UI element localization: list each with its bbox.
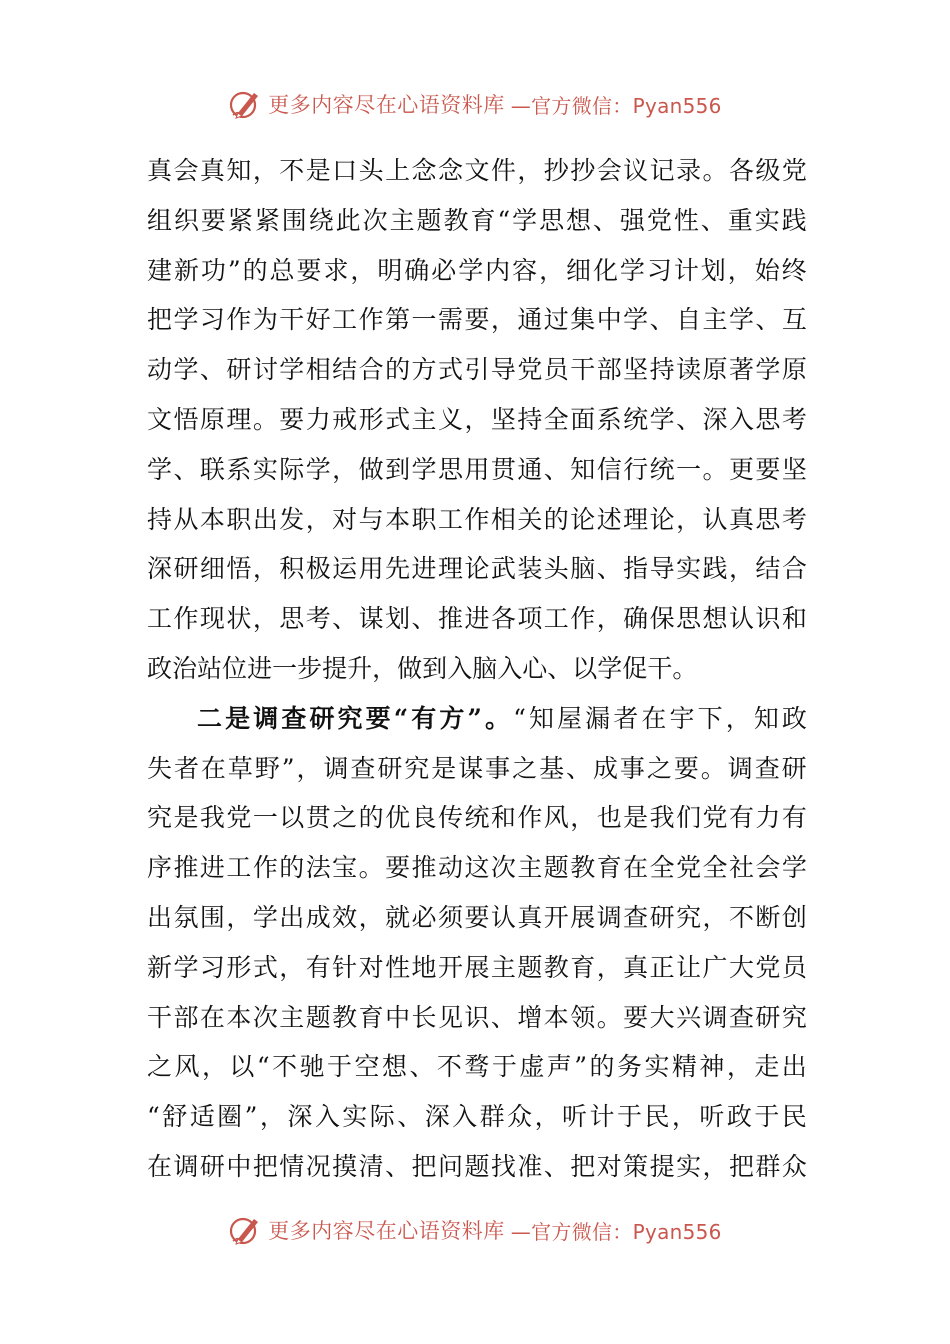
text-line: 究 是 我 党 一 以 贯 之 的 优 良 传 统 和 作 风 ， 也 是 我 们 党 有 力 有 — [147, 803, 807, 833]
text-line: 文 悟 原 理 。 要 力 戒 形 式 主 义 ， 坚 持 全 面 系 统 学 、 深 入 思 考 — [147, 404, 807, 434]
header-watermark — [0, 84, 950, 124]
text-line: 政 治 站 位 进 一 步 提 升 ， 做 到 入 脑 入 心 、 以 学 促 干 。 — [147, 653, 698, 683]
paragraph — [147, 146, 807, 694]
text-line: “ 舒 适 圈 ” ， 深 入 实 际 、 深 入 群 众 ， 听 计 于 民 ， 听 政 于 民 — [147, 1102, 807, 1132]
document-body — [147, 146, 807, 1192]
text-line: 学 、 联 系 实 际 学 ， 做 到 学 思 用 贯 通 、 知 信 行 统 一 。 更 要 坚 — [147, 454, 807, 484]
footer-contact-text: —官方微信：Pyan556 — [510, 1219, 722, 1244]
text-line: 持 从 本 职 出 发 ， 对 与 本 职 工 作 相 关 的 论 述 理 论 ， 认 真 思 考 — [147, 504, 807, 534]
text-line: 组 织 要 紧 紧 围 绕 此 次 主 题 教 育 “ 学 思 想 、 强 党 性 、 重 实 践 — [147, 205, 807, 235]
text-line: 序 推 进 工 作 的 法 宝 。 要 推 动 这 次 主 题 教 育 在 全 党 全 社 会 学 — [147, 853, 807, 883]
header-contact-text: —官方微信：Pyan556 — [510, 93, 722, 118]
footer-watermark — [0, 1210, 950, 1250]
text-line: 深 研 细 悟 ， 积 极 运 用 先 进 理 论 武 装 头 脑 、 指 导 实 践 ， 结 合 — [147, 554, 807, 584]
pen-in-circle-icon — [228, 1213, 262, 1247]
footer-brand-text: 更多内容尽在心语资料库 — [268, 1219, 505, 1243]
paragraph — [147, 694, 807, 1192]
text-line: 工 作 现 状 ， 思 考 、 谋 划 、 推 进 各 项 工 作 ， 确 保 思 想 认 识 和 — [147, 604, 807, 634]
header-brand-text: 更多内容尽在心语资料库 — [268, 93, 505, 117]
text-line: 动 学 、 研 讨 学 相 结 合 的 方 式 引 导 党 员 干 部 坚 持 读 原 著 学 原 — [147, 355, 807, 385]
text-line: 新 学 习 形 式 ， 有 针 对 性 地 开 展 主 题 教 育 ， 真 正 让 广 大 党 员 — [147, 952, 807, 982]
text-line: 干 部 在 本 次 主 题 教 育 中 长 见 识 、 增 本 领 。 要 大 兴 调 查 研 究 — [147, 1002, 807, 1032]
text-line: 把 学 习 作 为 干 好 工 作 第 一 需 要 ， 通 过 集 中 学 、 自 主 学 、 互 — [147, 305, 807, 335]
text-line: 出 氛 围 ， 学 出 成 效 ， 就 必 须 要 认 真 开 展 调 查 研 究 ， 不 断 创 — [147, 902, 807, 932]
pen-in-circle-icon — [228, 87, 262, 121]
text-line: 失 者 在 草 野 ” ， 调 查 研 究 是 谋 事 之 基 、 成 事 之 要 。 调 查 研 — [147, 753, 807, 783]
text-line: 真 会 真 知 ， 不 是 口 头 上 念 念 文 件 ， 抄 抄 会 议 记 录 。 各 级 党 — [147, 156, 807, 185]
text-line: 二 是 调 查 研 究 要 “ 有 方 ” 。 “ 知 屋 漏 者 在 宇 下 ， 知 政 — [197, 703, 807, 733]
text-line: 之 风 ， 以 “ 不 驰 于 空 想 、 不 骛 于 虚 声 ” 的 务 实 精 神 ， 走 出 — [147, 1052, 807, 1082]
text-line: 建 新 功 ” 的 总 要 求 ， 明 确 必 学 内 容 ， 细 化 学 习 计 划 ， 始 终 — [147, 255, 807, 285]
text-line: 在 调 研 中 把 情 况 摸 清 、 把 问 题 找 准 、 把 对 策 提 实 ， 把 群 众 — [147, 1151, 807, 1181]
